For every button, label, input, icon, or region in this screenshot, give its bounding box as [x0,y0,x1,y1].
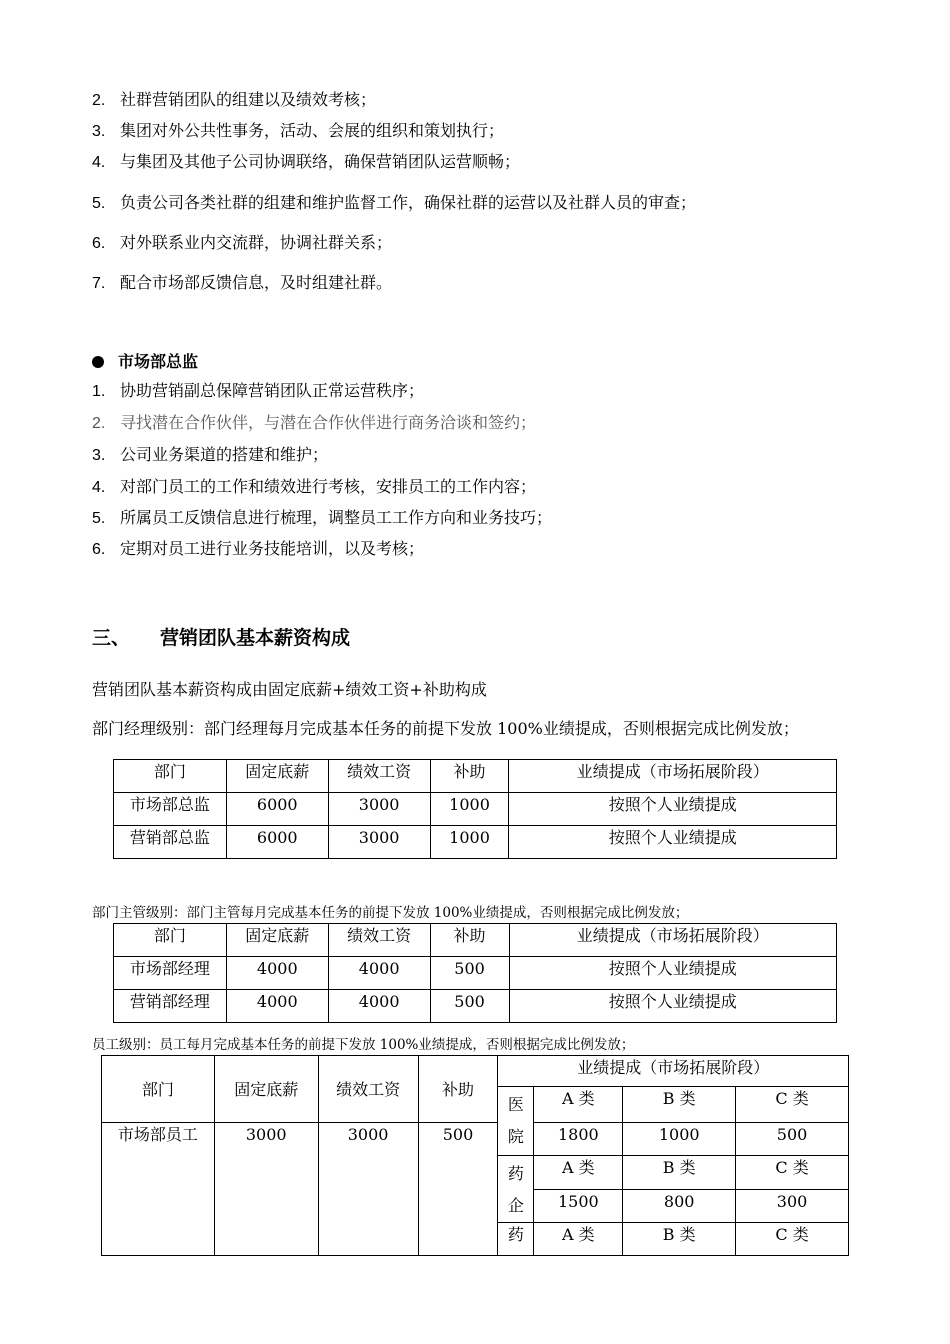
table-row: 医 院 A 类 B 类 C 类 [102,1087,849,1123]
list-item: 5. 负责公司各类社群的组建和维护监督工作，确保社群的运营以及社群人员的审查； [92,193,697,212]
manager-salary-table [113,759,837,859]
table-row: 药 A 类 B 类 C 类 [102,1223,849,1256]
list-item: 3. 公司业务渠道的搭建和维护； [92,445,329,464]
salary-intro: 营销团队基本薪资构成由固定底薪+绩效工资+补助构成 [92,680,487,699]
list-item: 6. 对外联系业内交流群，协调社群关系； [92,233,393,252]
table-row: 药 企 A 类 B 类 C 类 [102,1156,849,1190]
list-item: 7. 配合市场部反馈信息，及时组建社群。 [92,273,393,292]
section-heading: 三、 营销团队基本薪资构成 [92,627,351,649]
list-item: 2. 社群营销团队的组建以及绩效考核； [92,90,377,109]
table-row: 市场部经理 4000 4000 500 按照个人业绩提成 [114,957,837,990]
table-row: 营销部总监 6000 3000 1000 按照个人业绩提成 [114,826,837,859]
table-row: 1500 800 300 [102,1189,849,1223]
list-item: 6. 定期对员工进行业务技能培训，以及考核； [92,539,425,558]
supervisor-level-note: 部门主管级别：部门主管每月完成基本任务的前提下发放 100%业绩提成，否则根据完成比例发放； [92,905,689,921]
table-row: 营销部经理 4000 4000 500 按照个人业绩提成 [114,990,837,1023]
table-header-row: 部门 固定底薪 绩效工资 补助 业绩提成（市场拓展阶段） [114,924,837,957]
table-header-row: 部门 固定底薪 绩效工资 补助 业绩提成（市场拓展阶段） [114,760,837,793]
list-item: 4. 与集团及其他子公司协调联络，确保营销团队运营顺畅； [92,152,521,171]
list-item: 3. 集团对外公共性事务，活动、会展的组织和策划执行； [92,121,505,140]
table-header-row: 部门 固定底薪 绩效工资 补助 业绩提成（市场拓展阶段） [102,1056,849,1087]
list-item: 4. 对部门员工的工作和绩效进行考核，安排员工的工作内容； [92,477,537,496]
supervisor-salary-table [113,923,837,1023]
list-item: 2. 寻找潜在合作伙伴，与潜在合作伙伴进行商务洽谈和签约； [92,413,537,432]
pharma-label: 药 企 [498,1156,534,1223]
staff-level-note: 员工级别：员工每月完成基本任务的前提下发放 100%业绩提成，否则根据完成比例发放； [92,1037,635,1053]
manager-level-note: 部门经理级别：部门经理每月完成基本任务的前提下发放 100%业绩提成，否则根据完成比例发放； [92,719,799,738]
table-row: 市场部员工 3000 3000 500 1800 1000 500 [102,1123,849,1156]
bullet-icon [92,356,104,368]
hospital-label: 医 院 [498,1087,534,1156]
table-row: 市场部总监 6000 3000 1000 按照个人业绩提成 [114,793,837,826]
staff-salary-table [101,1055,849,1256]
list-item: 1. 协助营销副总保障营销团队正常运营秩序； [92,381,425,400]
list-item: 5. 所属员工反馈信息进行梳理，调整员工工作方向和业务技巧； [92,508,553,527]
market-director-heading: 市场部总监 [92,352,198,372]
